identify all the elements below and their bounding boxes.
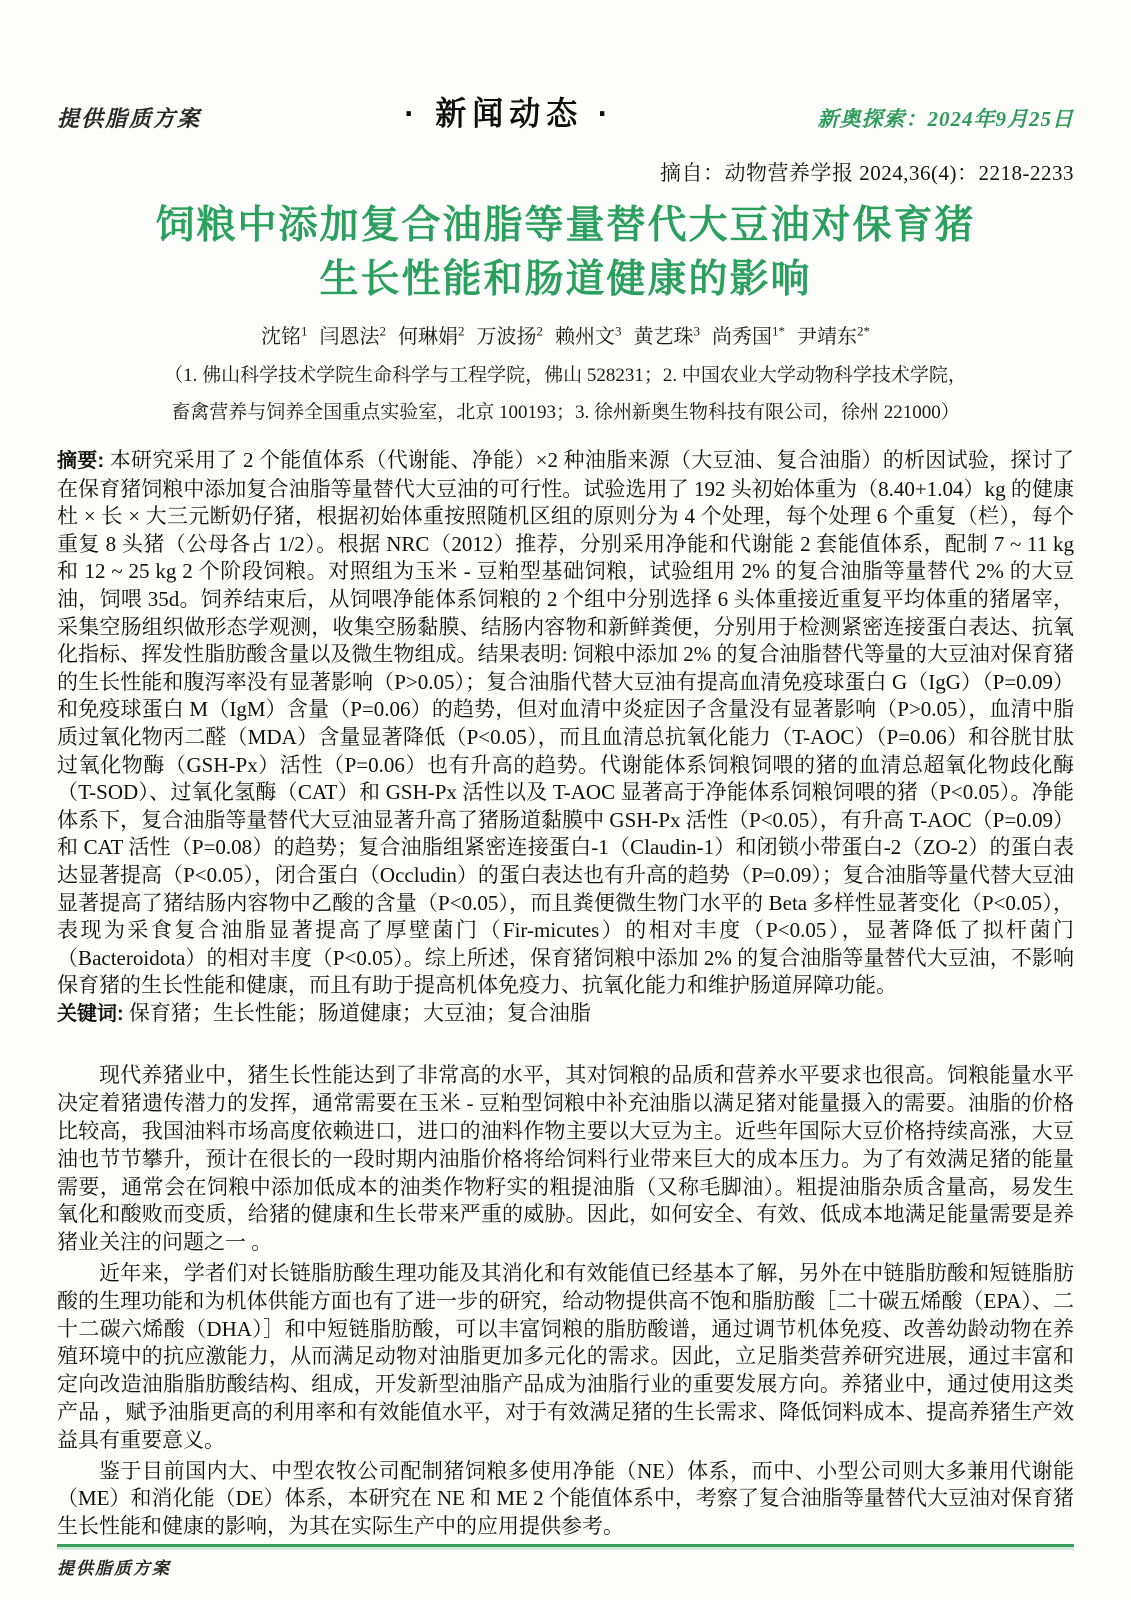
article-title: [57, 199, 1074, 307]
authors-line: [57, 320, 1074, 349]
abstract-label: 摘要:: [57, 450, 105, 472]
author: [633, 323, 701, 348]
page-header: [57, 88, 1074, 141]
body-paragraph-1: 现代养猪业中，猪生长性能达到了非常高的水平，其对饲粮的品质和营养水平要求也很高。饲粮能量水平决定着猪遗传潜力的发挥，通常需要在玉米 - 豆粕型饲粮中补充油脂以满足猪对能量摄入的需要。油脂的价格比较高，我国油料市场高度依赖进口，进口的油料作物主要以大豆为主。近些年国际大豆价格持续高涨，大豆油也节节攀升，预计在很长的一段时期内油脂价格将给饲料行业带来巨大的成本压力。为了有效满足猪的能量需要，通常会在饲粮中添加低成本的油类作物籽实的粗提油脂（又称毛脚油）。粗提油脂杂质含量高，易发生氧化和酸败而变质，给猪的健康和生长带来严重的威胁。因此，如何安全、有效、低成本地满足能量需要是养猪业关注的问题之一 。: [57, 1063, 1074, 1255]
body-paragraph-3: 鉴于目前国内大、中型农牧公司配制猪饲粮多使用净能（NE）体系，而中、小型公司则大多兼用代谢能（ME）和消化能（DE）体系，本研究在 NE 和 ME 2 个能值体系中，考察了复合油脂等量替代大豆油对保育猪生长性能和健康的影响，为其在实际生产中的应用提供参考。: [57, 1458, 1074, 1539]
page-footer: [57, 1544, 1074, 1579]
abstract-text: 本研究采用了 2 个能值体系（代谢能、净能）×2 种油脂来源（大豆油、复合油脂）的析因试验，探讨了在保育猪饲粮中添加复合油脂等量替代大豆油的可行性。试验选用了 192 头初始体重为（8.40+1.04）kg 的健康杜 × 长 × 大三元断奶仔猪，根据初始体重按照随机区组的原则分为 4 个处理，每个处理 6 个重复（栏），每个重复 8 头猪（公母各占 1/2）。根据 NRC（2012）推荐，分别采用净能和代谢能 2 套能值体系，配制 7 ~ 11 kg 和 12 ~ 25 kg 2 个阶段饲粮。对照组为玉米 - 豆粕型基础饲粮，试验组用 2% 的复合油脂等量替代 2% 的大豆油，饲喂 35d。饲养结束后，从饲喂净能体系饲粮的 2 个组中分别选择 6 头体重接近重复平均体重的猪屠宰，采集空肠组织做形态学观测，收集空肠黏膜、结肠内容物和新鲜粪便，分别用于检测紧密连接蛋白表达、抗氧化指标、挥发性脂肪酸含量以及微生物组成。结果表明: 饲粮中添加 2% 的复合油脂替代等量的大豆油对保育猪的生长性能和腹泻率没有显著影响（P>0.05）；复合油脂代替大豆油有提高血清免疫球蛋白 G（IgG）（P=0.09）和免疫球蛋白 M（IgM）含量（P=0.06）的趋势，但对血清中炎症因子含量没有显著影响（P>0.05），血清中脂质过氧化物丙二醛（MDA）含量显著降低（P<0.05），而且血清总抗氧化能力（T-AOC）（P=0.06）和谷胱甘肽过氧化物酶（GSH-Px）活性（P=0.06）也有升高的趋势。代谢能体系饲粮饲喂的猪的血清总超氧化物歧化酶（T-SOD）、过氧化氢酶（CAT）和 GSH-Px 活性以及 T-AOC 显著高于净能体系饲粮饲喂的猪（P<0.05）。净能体系下，复合油脂等量替代大豆油显著升高了猪肠道黏膜中 GSH-Px 活性（P<0.05），有升高 T-AOC（P=0.09）和 CAT 活性（P=0.08）的趋势；复合油脂组紧密连接蛋白-1（Claudin-1）和闭锁小带蛋白-2（ZO-2）的蛋白表达显著提高（P<0.05），闭合蛋白（Occludin）的蛋白表达也有升高的趋势（P=0.09）；复合油脂等量代替大豆油显著提高了猪结肠内容物中乙酸的含量（P<0.05），而且粪便微生物门水平的 Beta 多样性显著变化（P<0.05），表现为采食复合油脂显著提高了厚壁菌门（Fir-micutes）的相对丰度（P<0.05），显著降低了拟杆菌门（Bacteroidota）的相对丰度（P<0.05）。综上所述，保育猪饲粮中添加 2% 的复合油脂等量替代大豆油，不影响保育猪的生长性能和健康，而且有助于提高机体免疫力、抗氧化能力和维护肠道屏障功能。: [57, 448, 1074, 998]
source-citation: 摘自：动物营养学报 2024,36(4)：2218-2233: [660, 161, 1074, 185]
abstract: [57, 447, 1074, 1000]
author: [476, 323, 544, 348]
author-name: 赖州文: [555, 326, 615, 348]
author: [555, 323, 622, 348]
author-name: 沈铭: [261, 326, 301, 348]
author-affiliation-mark: 1: [301, 323, 308, 339]
affiliations: [57, 357, 1074, 431]
keywords-label: 关键词:: [57, 1002, 124, 1025]
header-section-title: · 新闻动态 ·: [404, 95, 615, 133]
author-affiliation-mark: 1*: [772, 323, 785, 339]
author: [712, 323, 785, 348]
author-name: 何琳娟: [398, 326, 458, 348]
author: [398, 323, 465, 348]
article-title-line1: 饲粮中添加复合油脂等量替代大豆油对保育猪: [155, 204, 976, 247]
author-name: 尚秀国: [712, 326, 772, 348]
footer-rule: [57, 1544, 1074, 1547]
author-affiliation-mark: 2: [379, 323, 386, 339]
author: [797, 323, 870, 348]
author-name: 万波扬: [476, 326, 537, 348]
author-name: 尹靖东: [797, 326, 857, 348]
author-affiliation-mark: 3: [693, 323, 700, 339]
header-brand-left: 提供脂质方案: [57, 106, 202, 131]
author-name: 闫恩法: [319, 326, 380, 348]
header-date-right: 新奥探索：2024年9月25日: [817, 107, 1074, 131]
body-paragraph-2: 近年来，学者们对长链脂肪酸生理功能及其消化和有效能值已经基本了解，另外在中链脂肪酸和短链脂肪酸的生理功能和为机体供能方面也有了进一步的研究，给动物提供高不饱和脂肪酸［二十碳五烯酸（EPA）、二十二碳六烯酸（DHA）］和中短链脂肪酸，可以丰富饲粮的脂肪酸谱，通过调节机体免疫、改善幼龄动物在养殖环境中的抗应激能力，从而满足动物对油脂更加多元化的需求。因此，立足脂类营养研究进展，通过丰富和定向改造油脂脂肪酸结构、组成，开发新型油脂产品成为油脂行业的重要发展方向。养猪业中，通过使用这类产品 ，赋予油脂更高的利用率和有效能值水平，对于有效满足猪的生长需求、降低饲料成本、提高养猪生产效益具有重要意义。: [57, 1261, 1074, 1452]
author: [319, 323, 387, 348]
author-affiliation-mark: 2*: [857, 323, 870, 339]
keywords: [57, 1000, 1074, 1029]
article-title-line2: 生长性能和肠道健康的影响: [319, 258, 812, 301]
affiliation-line1: （1. 佛山科学技术学院生命科学与工程学院，佛山 528231；2. 中国农业大学动物科学技术学院，: [164, 365, 967, 386]
keywords-text: 保育猪；生长性能；肠道健康；大豆油；复合油脂: [128, 1000, 591, 1025]
footer-brand: 提供脂质方案: [57, 1559, 171, 1579]
body-text: [57, 1062, 1074, 1544]
author-affiliation-mark: 3: [615, 323, 622, 339]
author: [261, 323, 308, 348]
author-name: 黄艺珠: [633, 326, 694, 348]
affiliation-line2: 畜禽营养与饲养全国重点实验室，北京 100193；3. 徐州新奥生物科技有限公司，徐州 221000）: [171, 402, 960, 423]
author-affiliation-mark: 2: [458, 323, 465, 339]
author-affiliation-mark: 2: [536, 323, 543, 339]
